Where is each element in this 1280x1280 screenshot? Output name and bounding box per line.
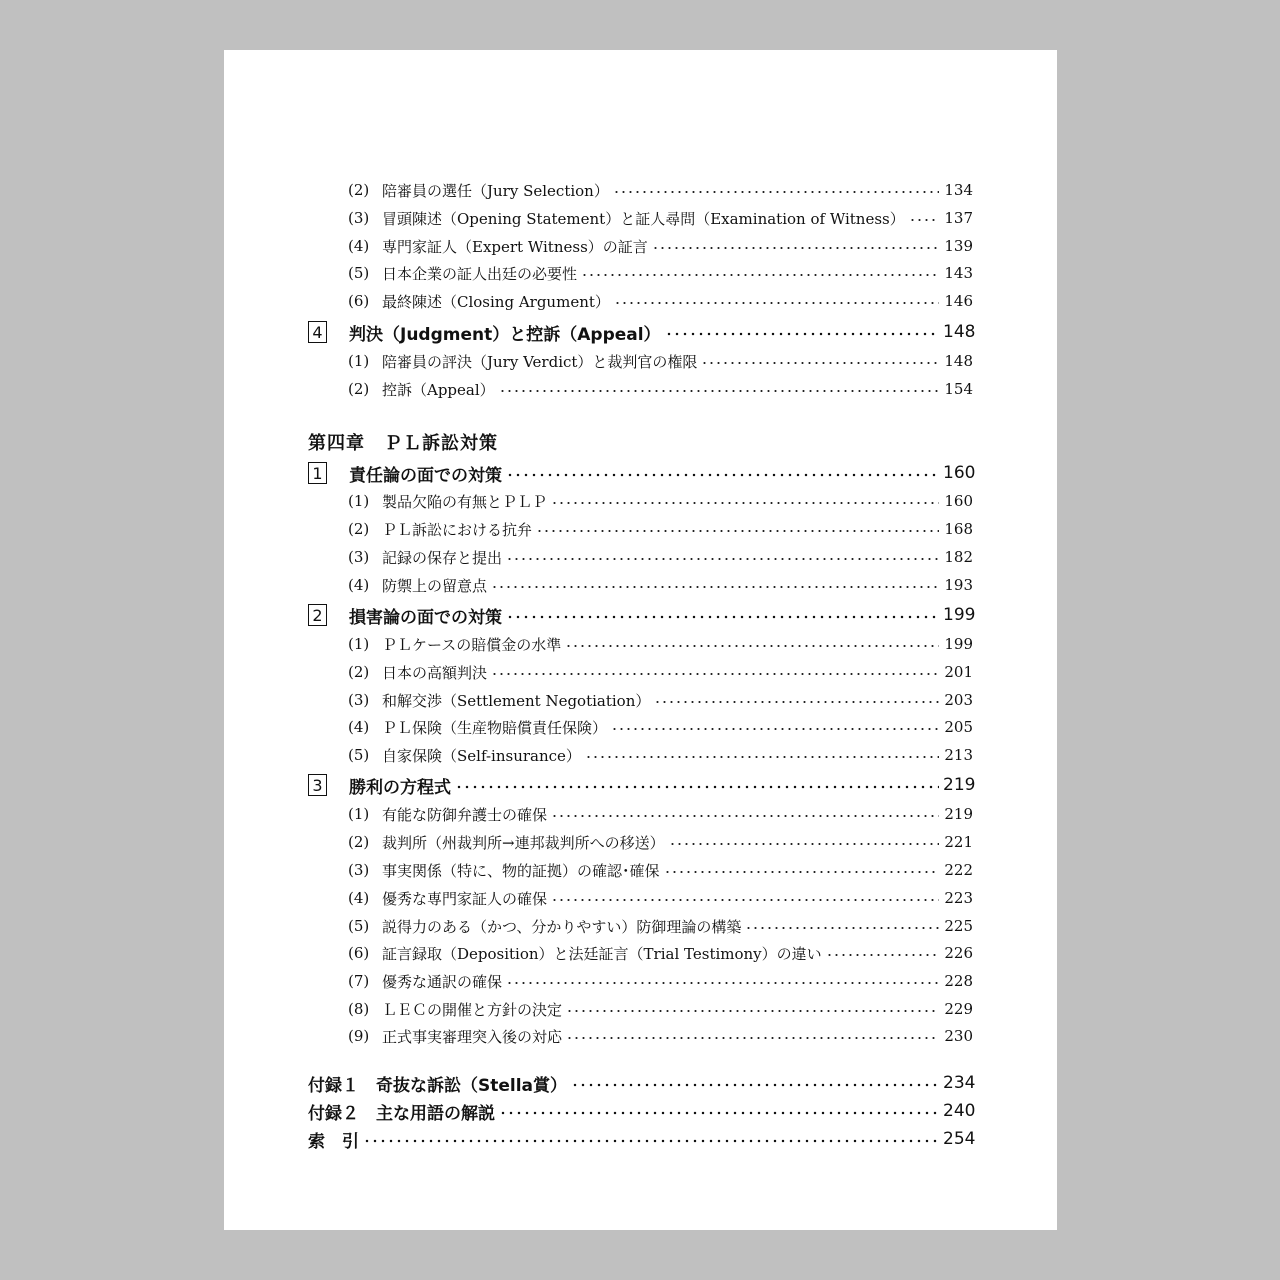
appendix-title: 付録１ 奇抜な訴訟（Stella賞） xyxy=(308,1075,568,1096)
section-title: 勝利の方程式 xyxy=(349,777,451,798)
toc-entry-sub xyxy=(224,206,1057,230)
item-number: (4) xyxy=(348,889,370,907)
entry-title: 陪審員の評決（Jury Verdict）と裁判官の権限 xyxy=(382,352,698,371)
appendix-title: 付録２ 主な用語の解説 xyxy=(308,1103,495,1124)
page-number: 148 xyxy=(943,322,976,342)
section-title: 責任論の面での対策 xyxy=(349,465,502,486)
page-number: 146 xyxy=(944,292,973,310)
item-number: (5) xyxy=(348,917,370,935)
item-number: (1) xyxy=(348,352,370,370)
toc-entry-app xyxy=(224,1127,1057,1151)
dot-leader xyxy=(585,755,939,759)
dot-leader xyxy=(551,898,939,902)
item-number: (8) xyxy=(348,1000,370,1018)
item-number: (2) xyxy=(348,663,370,681)
dot-leader xyxy=(664,870,939,874)
item-number: (5) xyxy=(348,746,370,764)
toc-entry-sub xyxy=(224,743,1057,767)
entry-title: 有能な防御弁護士の確保 xyxy=(382,805,548,824)
entry-title: ＰＬケースの賠償金の水準 xyxy=(382,635,562,654)
toc-entry-sub xyxy=(224,377,1057,401)
entry-title: 和解交渉（Settlement Negotiation） xyxy=(382,691,651,710)
toc-entry-sub xyxy=(224,886,1057,910)
toc-entry-chap xyxy=(224,430,1057,454)
toc-entry-sub xyxy=(224,234,1057,258)
page-number: 168 xyxy=(944,520,973,538)
toc-entry-sub xyxy=(224,688,1057,712)
page-number: 219 xyxy=(944,805,973,823)
dot-leader xyxy=(506,981,939,985)
dot-leader xyxy=(455,785,939,789)
toc-entry-sub xyxy=(224,914,1057,938)
page-number: 240 xyxy=(943,1101,976,1121)
toc-entry-app xyxy=(224,1071,1057,1095)
section-number-box: 4 xyxy=(308,321,327,343)
item-number: (1) xyxy=(348,492,370,510)
page-number: 160 xyxy=(943,463,976,483)
dot-leader xyxy=(491,672,939,676)
entry-title: 日本の高額判決 xyxy=(382,663,488,682)
item-number: (1) xyxy=(348,805,370,823)
page-number: 139 xyxy=(944,237,973,255)
item-number: (9) xyxy=(348,1027,370,1045)
appendix-title: 索 引 xyxy=(308,1131,359,1152)
dot-leader xyxy=(566,1009,939,1013)
dot-leader xyxy=(669,842,939,846)
item-number: (6) xyxy=(348,292,370,310)
toc-entry-sub xyxy=(224,802,1057,826)
page-number: 234 xyxy=(943,1073,976,1093)
toc-entry-sub xyxy=(224,349,1057,373)
page-number: 205 xyxy=(944,718,973,736)
toc-entry-sec xyxy=(224,320,1057,344)
page-number: 230 xyxy=(944,1027,973,1045)
entry-title: 最終陳述（Closing Argument） xyxy=(382,292,610,311)
page-number: 229 xyxy=(944,1000,973,1018)
page-number: 143 xyxy=(944,264,973,282)
toc-entry-sub xyxy=(224,545,1057,569)
dot-leader xyxy=(506,557,939,561)
section-title: 判決（Judgment）と控訴（Appeal） xyxy=(349,324,661,345)
section-number-box: 2 xyxy=(308,604,327,626)
page-number: 154 xyxy=(944,380,973,398)
chapter-heading: 第四章 ＰＬ訴訟対策 xyxy=(308,433,498,454)
page-number: 203 xyxy=(944,691,973,709)
page-number: 193 xyxy=(944,576,973,594)
entry-title: 事実関係（特に、物的証拠）の確認･確保 xyxy=(382,861,660,880)
dot-leader xyxy=(581,273,939,277)
dot-leader xyxy=(701,361,939,365)
page-number: 199 xyxy=(943,605,976,625)
entry-title: 控訴（Appeal） xyxy=(382,380,495,399)
toc-entry-sub xyxy=(224,178,1057,202)
entry-title: 優秀な通訳の確保 xyxy=(382,972,503,991)
dot-leader xyxy=(536,529,939,533)
toc-entry-sub xyxy=(224,489,1057,513)
item-number: (2) xyxy=(348,181,370,199)
page-number: 199 xyxy=(944,635,973,653)
page-number: 137 xyxy=(944,209,973,227)
item-number: (4) xyxy=(348,718,370,736)
item-number: (6) xyxy=(348,944,370,962)
dot-leader xyxy=(611,727,939,731)
dot-leader xyxy=(654,700,939,704)
entry-title: 優秀な専門家証人の確保 xyxy=(382,889,548,908)
entry-title: 証言録取（Deposition）と法廷証言（Trial Testimony）の違い xyxy=(382,944,822,963)
toc-entry-sub xyxy=(224,969,1057,993)
item-number: (7) xyxy=(348,972,370,990)
entry-title: 陪審員の選任（Jury Selection） xyxy=(382,181,609,200)
page-number: 160 xyxy=(944,492,973,510)
dot-leader xyxy=(551,814,939,818)
item-number: (3) xyxy=(348,861,370,879)
toc-entry-sub xyxy=(224,289,1057,313)
entry-title: 自家保険（Self-insurance） xyxy=(382,746,581,765)
page-number: 254 xyxy=(943,1129,976,1149)
section-number-box: 3 xyxy=(308,774,327,796)
entry-title: 記録の保存と提出 xyxy=(382,548,503,567)
dot-leader xyxy=(826,953,939,957)
toc-entry-sub xyxy=(224,517,1057,541)
dot-leader xyxy=(745,926,939,930)
section-number-box: 1 xyxy=(308,462,327,484)
toc-entry-sub xyxy=(224,715,1057,739)
dot-leader xyxy=(665,332,939,336)
item-number: (5) xyxy=(348,264,370,282)
page-number: 223 xyxy=(944,889,973,907)
dot-leader xyxy=(491,585,939,589)
entry-title: 正式事実審理突入後の対応 xyxy=(382,1027,563,1046)
page-number: 222 xyxy=(944,861,973,879)
entry-title: 裁判所（州裁判所→連邦裁判所への移送） xyxy=(382,833,665,852)
page-number: 182 xyxy=(944,548,973,566)
document-page xyxy=(224,50,1057,1230)
toc-entry-sec xyxy=(224,773,1057,797)
toc-entry-sub xyxy=(224,941,1057,965)
item-number: (1) xyxy=(348,635,370,653)
section-title: 損害論の面での対策 xyxy=(349,607,502,628)
dot-leader xyxy=(506,473,939,477)
item-number: (3) xyxy=(348,691,370,709)
toc-entry-sub xyxy=(224,660,1057,684)
table-of-contents xyxy=(224,50,1057,1230)
item-number: (4) xyxy=(348,237,370,255)
entry-title: 冒頭陳述（Opening Statement）と証人尋問（Examination of Witness） xyxy=(382,209,905,228)
page-number: 134 xyxy=(944,181,973,199)
page-number: 213 xyxy=(944,746,973,764)
page-number: 228 xyxy=(944,972,973,990)
toc-entry-sub xyxy=(224,261,1057,285)
toc-entry-sub xyxy=(224,1024,1057,1048)
entry-title: 製品欠陥の有無とＰＬＰ xyxy=(382,492,548,511)
page-number: 201 xyxy=(944,663,973,681)
dot-leader xyxy=(565,644,939,648)
item-number: (3) xyxy=(348,209,370,227)
entry-title: 日本企業の証人出廷の必要性 xyxy=(382,264,578,283)
item-number: (2) xyxy=(348,520,370,538)
toc-entry-sec xyxy=(224,603,1057,627)
page-number: 221 xyxy=(944,833,973,851)
item-number: (3) xyxy=(348,548,370,566)
page-number: 219 xyxy=(943,775,976,795)
dot-leader xyxy=(909,218,939,222)
toc-entry-sec xyxy=(224,461,1057,485)
dot-leader xyxy=(652,246,939,250)
entry-title: ＬＥＣの開催と方針の決定 xyxy=(382,1000,563,1019)
page-number: 148 xyxy=(944,352,973,370)
entry-title: ＰＬ訴訟における抗弁 xyxy=(382,520,533,539)
dot-leader xyxy=(363,1139,939,1143)
toc-entry-sub xyxy=(224,632,1057,656)
dot-leader xyxy=(499,1111,939,1115)
dot-leader xyxy=(506,615,939,619)
dot-leader xyxy=(571,1083,939,1087)
page-number: 226 xyxy=(944,944,973,962)
toc-entry-sub xyxy=(224,858,1057,882)
toc-entry-sub xyxy=(224,997,1057,1021)
item-number: (2) xyxy=(348,833,370,851)
entry-title: 説得力のある（かつ、分かりやすい）防御理論の構築 xyxy=(382,917,742,936)
toc-entry-sub xyxy=(224,830,1057,854)
entry-title: 専門家証人（Expert Witness）の証言 xyxy=(382,237,648,256)
item-number: (2) xyxy=(348,380,370,398)
dot-leader xyxy=(614,301,939,305)
entry-title: ＰＬ保険（生産物賠償責任保険） xyxy=(382,718,608,737)
dot-leader xyxy=(499,389,939,393)
entry-title: 防禦上の留意点 xyxy=(382,576,488,595)
dot-leader xyxy=(551,501,939,505)
dot-leader xyxy=(566,1036,939,1040)
dot-leader xyxy=(613,190,939,194)
item-number: (4) xyxy=(348,576,370,594)
toc-entry-app xyxy=(224,1099,1057,1123)
toc-entry-sub xyxy=(224,573,1057,597)
page-number: 225 xyxy=(944,917,973,935)
